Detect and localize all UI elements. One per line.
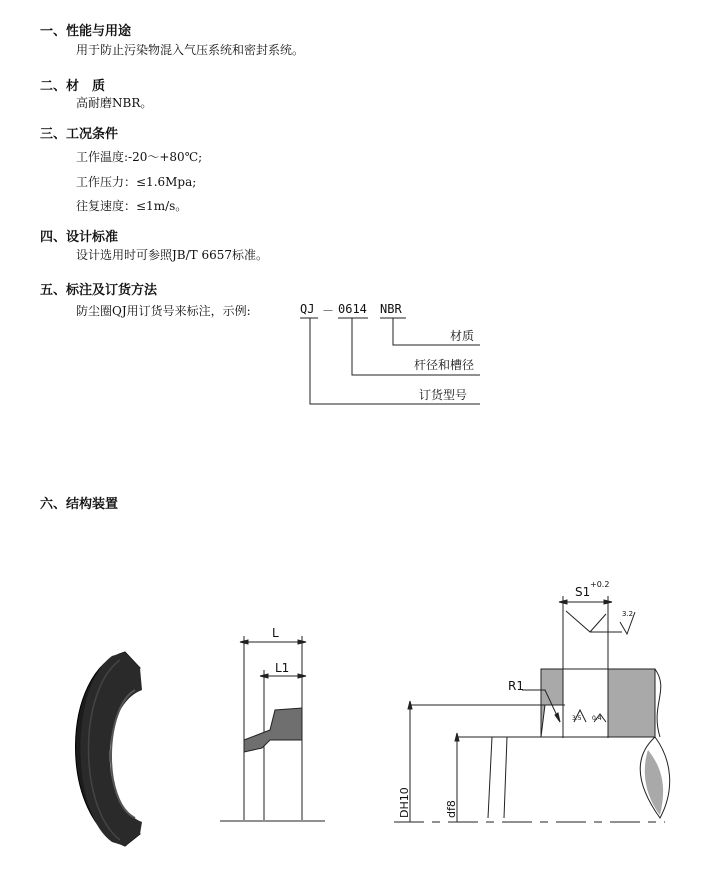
section-heading-2: 二、材 质 — [40, 79, 106, 94]
seal-cross-section — [220, 636, 325, 821]
roughness-1: 3.2 — [622, 610, 634, 618]
label-order: 订货型号 — [419, 388, 468, 402]
seal-ring-illustration — [75, 652, 142, 846]
label-size: 杆径和槽径 — [414, 358, 475, 372]
groove-assembly — [394, 596, 670, 822]
dim-L1: L1 — [275, 661, 290, 675]
roughness-2: 3.5 — [572, 715, 582, 722]
section-text-2: 高耐磨NBR。 — [76, 96, 153, 110]
dim-L: L — [272, 626, 279, 640]
section-text-3c: 往复速度：≤1m/s。 — [76, 199, 188, 213]
section-heading-6: 六、结构装置 — [40, 497, 119, 512]
dim-S1: S1 — [575, 585, 591, 599]
roughness-3: 0.4 — [592, 715, 602, 722]
dim-df8: df8 — [445, 800, 458, 818]
section-heading-1: 一、性能与用途 — [40, 24, 132, 39]
section-text-1: 用于防止污染物混入气压系统和密封系统。 — [76, 43, 305, 57]
section-text-4: 设计选用时可参照JB/T 6657标准。 — [76, 248, 269, 262]
section-heading-5: 五、标注及订货方法 — [40, 283, 158, 298]
section-text-5: 防尘圈QJ用订货号来标注，示例: — [76, 304, 251, 318]
section-text-3a: 工作温度:-20～+80℃; — [76, 150, 203, 164]
section-text-3b: 工作压力：≤1.6Mpa; — [76, 175, 197, 189]
code-qj: QJ — [300, 302, 315, 316]
section-heading-3: 三、工况条件 — [40, 127, 119, 142]
code-dash: － — [322, 304, 335, 318]
section-heading-4: 四、设计标准 — [40, 230, 119, 245]
radius-R1: R1 — [508, 679, 524, 693]
label-material: 材质 — [450, 329, 475, 343]
code-material: NBR — [380, 302, 402, 316]
dim-DH10: DH10 — [398, 787, 411, 818]
tol-S1: +0.2 — [590, 580, 610, 589]
code-size: 0614 — [338, 302, 367, 316]
